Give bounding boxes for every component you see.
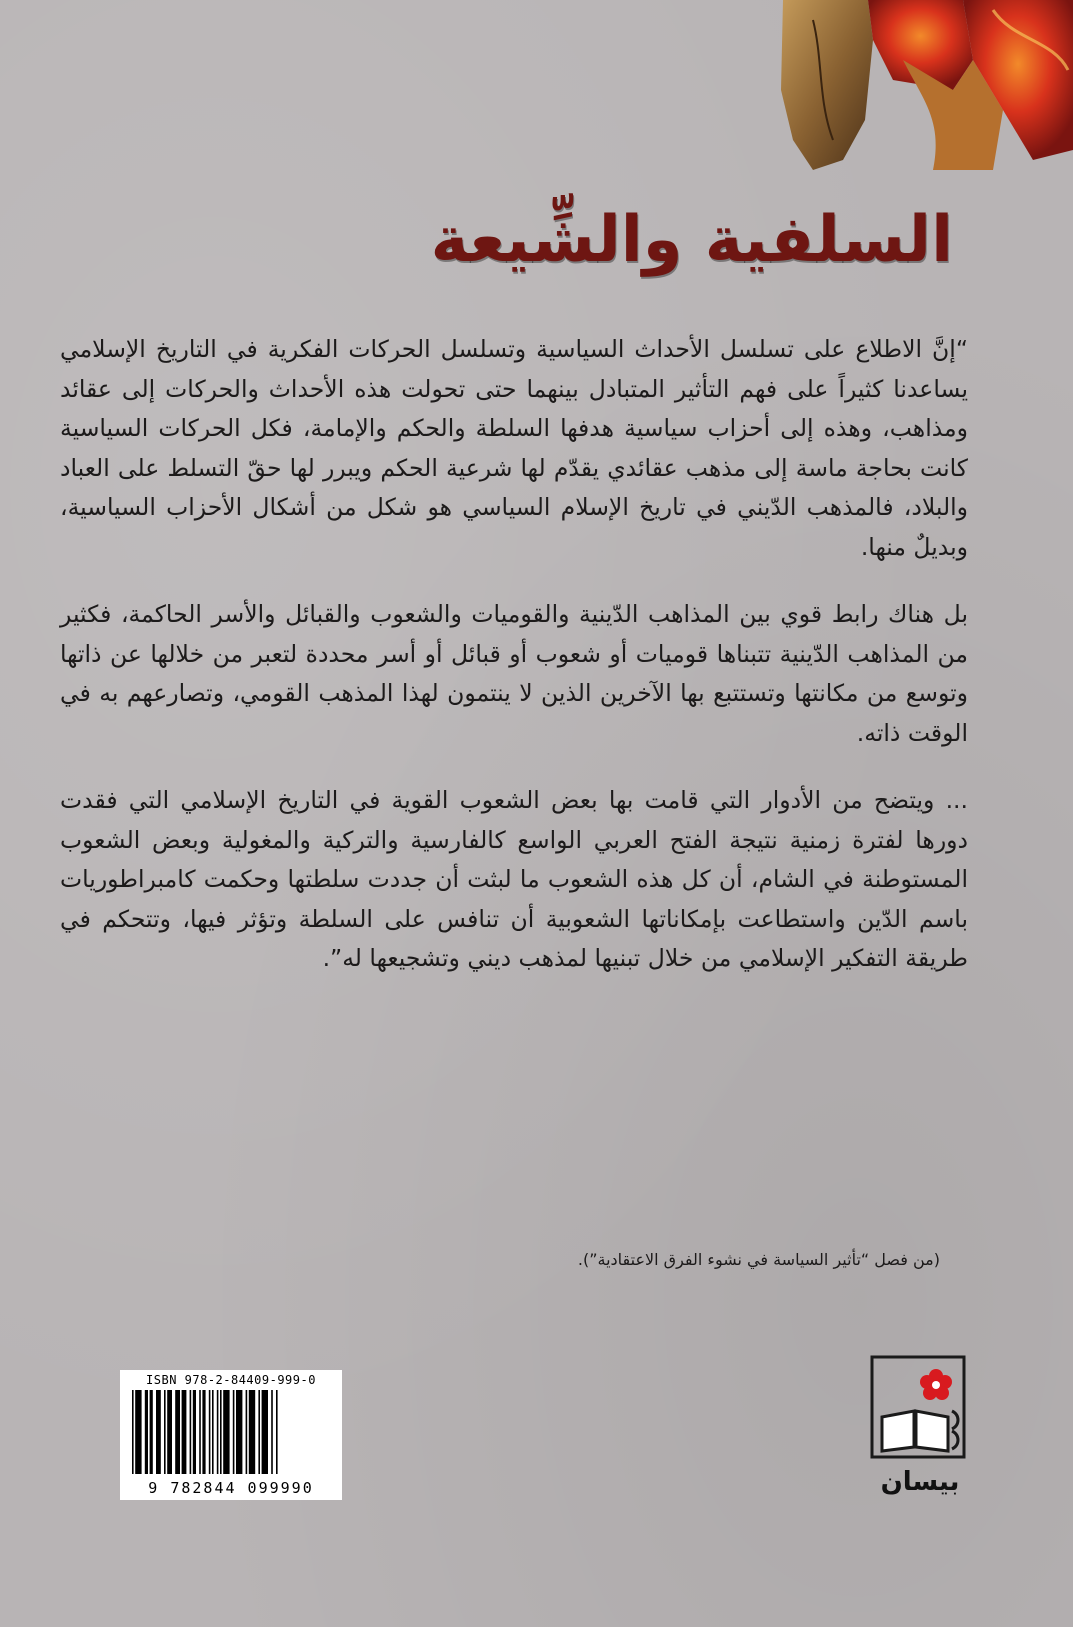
- ean-number: 9 782844 099990: [148, 1479, 314, 1497]
- publisher-name: بيسان: [880, 1467, 960, 1497]
- back-cover-blurb: [60, 330, 968, 1007]
- isbn-number: ISBN 978-2-84409-999-0: [146, 1373, 316, 1387]
- blurb-paragraph-1: “إنَّ الاطلاع على تسلسل الأحداث السياسية وتسلسل الحركات الفكرية في التاريخ الإسلامي يساعدنا كثيراً على فهم التأثير المتبادل بينهما حتى تحولت هذه الأحداث والحركات إلى عقائد ومذاهب، وهذه إلى أحزاب سياسية هدفها السلطة والحكم والإمامة، فكل الحركات السياسية كانت بحاجة ماسة إلى مذهب عقائدي يقدّم لها شرعية الحكم ويبرر لها حقّ التسلط على العباد والبلاد، فالمذهب الدّيني في تاريخ الإسلام السياسي هو شكل من أشكال الأحزاب السياسية، وبديلٌ منها.: [60, 335, 968, 561]
- cover-art-image: [773, 0, 1073, 180]
- barcode-bars: [128, 1390, 334, 1474]
- blurb-paragraph-3: ... ويتضح من الأدوار التي قامت بها بعض الشعوب القوية في التاريخ الإسلامي التي فقدت دورها لفترة زمنية نتيجة الفتح العربي الواسع كالفارسية والتركية والمغولية وبعض الشعوب المستوطنة في الشام، أن كل هذه الشعوب ما لبثت أن جددت سلطتها وحكمت كامبراطوريات باسم الدّين واستطاعت بإمكاناتها الشعوبية أن تنافس على السلطة وتؤثر فيها، وتتحكم في طريقة التفكير الإسلامي من خلال تبنيها لمذهب ديني وتشجيعها له”.: [60, 786, 968, 972]
- book-flower-icon: [870, 1355, 970, 1465]
- blurb-paragraph-2: بل هناك رابط قوي بين المذاهب الدّينية والقوميات والشعوب والقبائل والأسر الحاكمة، فكثير من المذاهب الدّينية تتبناها قوميات أو شعوب أو قبائل أو أسر محددة لتعبر من خلالها عن ذاتها وتوسع من مكانتها وتستتبع بها الآخرين الذين لا ينتمون لهذا المذهب القومي، وتصارعهم به في الوقت ذاته.: [60, 600, 968, 747]
- publisher-logo: [870, 1355, 980, 1505]
- book-title: السلفية والشِّيعة: [430, 203, 953, 277]
- source-citation: (من فصل “تأثير السياسة في نشوء الفرق الاعتقادية”).: [577, 1250, 940, 1269]
- isbn-barcode: [120, 1370, 342, 1500]
